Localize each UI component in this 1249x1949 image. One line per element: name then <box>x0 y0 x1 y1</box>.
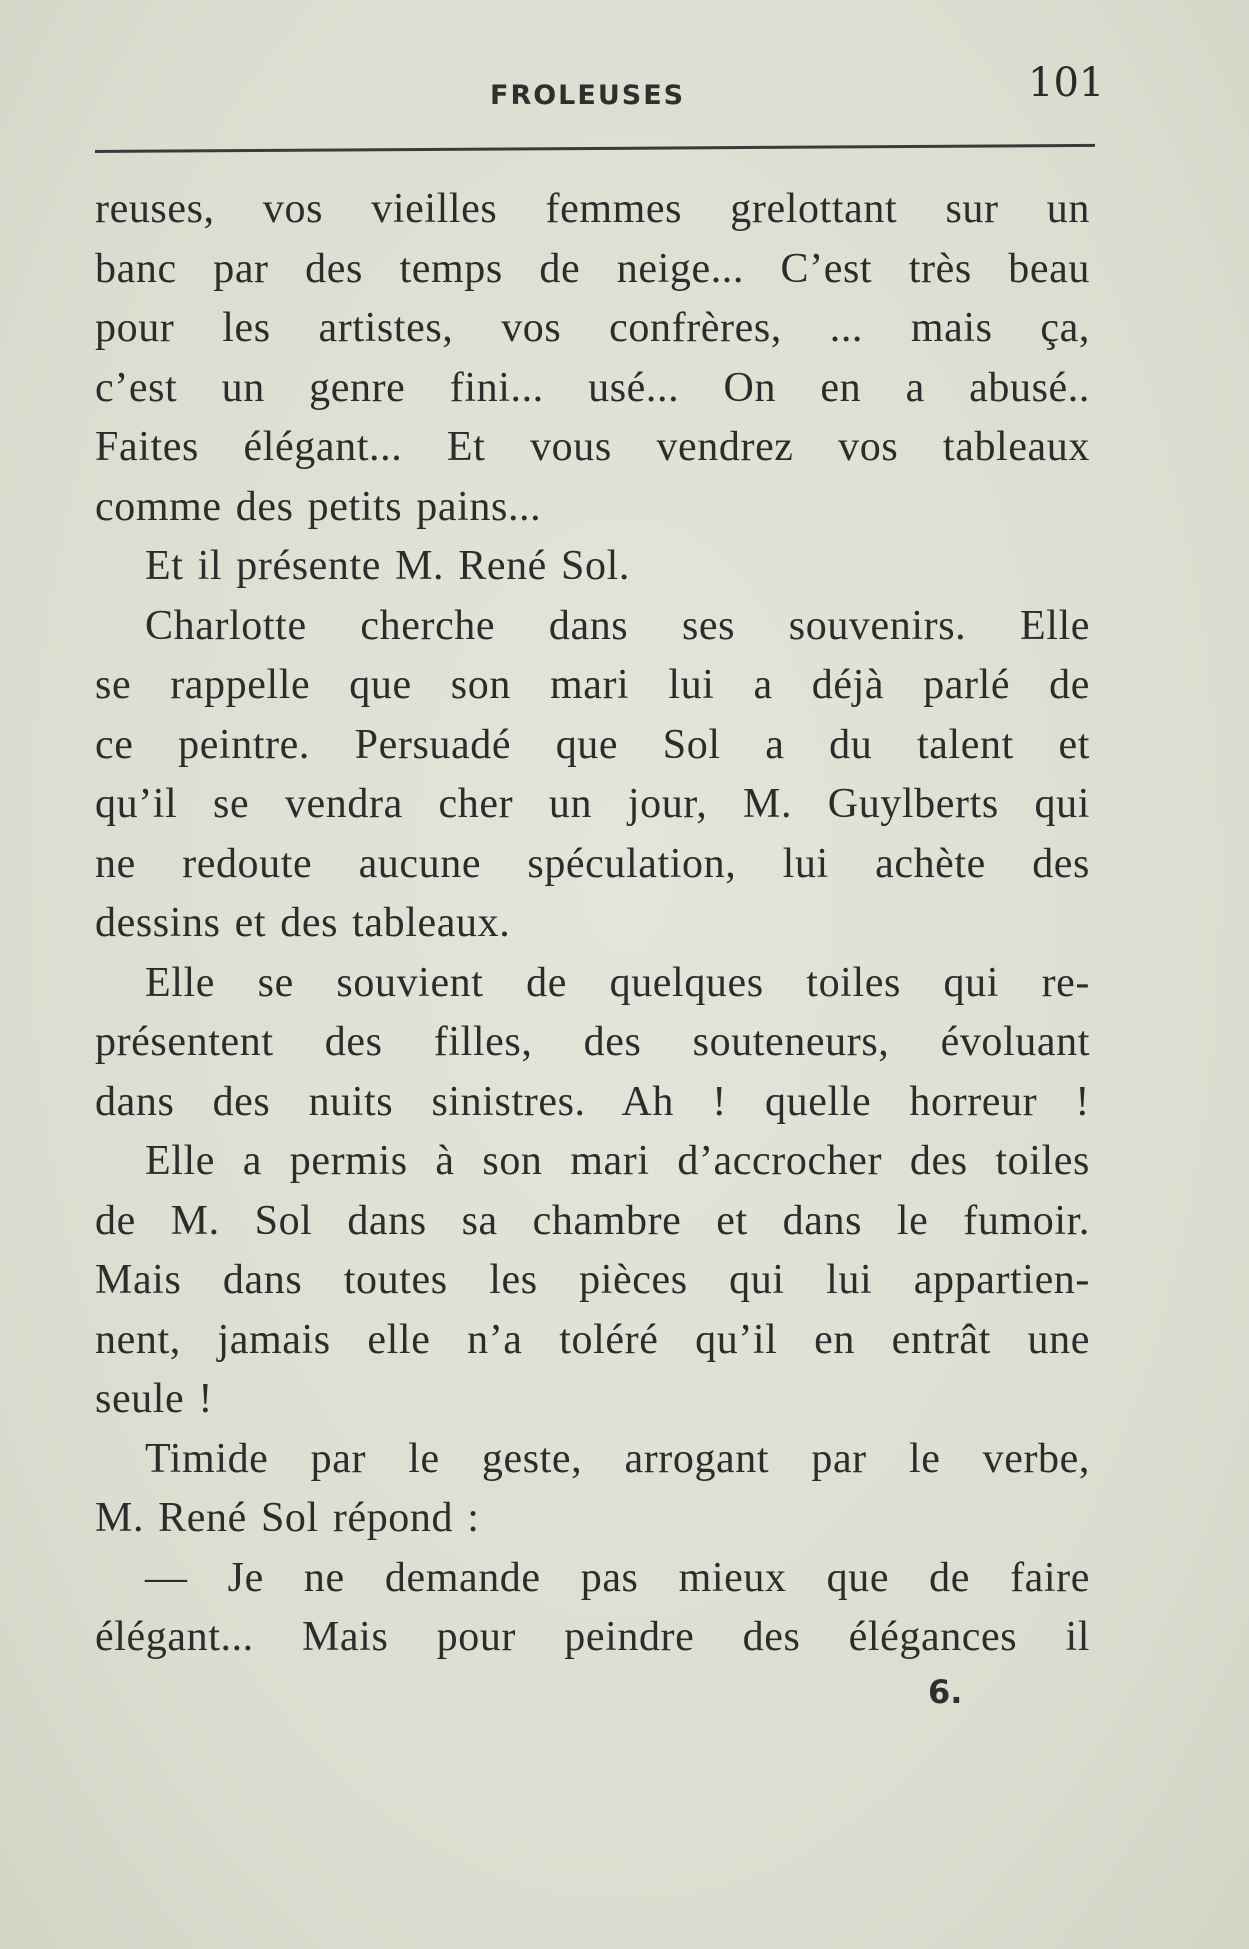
text-line: se rappelle que son mari lui a déjà parlé de <box>95 662 1090 708</box>
running-title: FROLEUSES <box>490 80 686 111</box>
text-line: Mais dans toutes les pièces qui lui appartien- <box>95 1257 1090 1303</box>
text-line: présentent des filles, des souteneurs, évoluant <box>95 1019 1090 1065</box>
text-line: banc par des temps de neige... C’est très beau <box>95 245 1090 292</box>
text-line: dessins et des tableaux. <box>95 900 511 946</box>
text-line: de M. Sol dans sa chambre et dans le fumoir. <box>95 1197 1090 1244</box>
text-line: Timide par le geste, arrogant par le verbe, <box>145 1435 1090 1482</box>
text-line: comme des petits pains... <box>95 483 542 530</box>
text-line: seule ! <box>95 1376 213 1422</box>
page-number: 101 <box>1028 60 1105 106</box>
text-line: Elle se souvient de quelques toiles qui re- <box>145 959 1090 1006</box>
text-line: ne redoute aucune spéculation, lui achète des <box>95 840 1090 887</box>
text-line: Et il présente M. René Sol. <box>145 543 630 589</box>
signature-mark: 6. <box>928 1673 963 1711</box>
header-rule <box>95 144 1095 153</box>
text-line: c’est un genre fini... usé... On en a abusé.. <box>95 364 1090 411</box>
body-text <box>95 180 1090 1668</box>
text-line: pour les artistes, vos confrères, ... mais ça, <box>95 305 1090 351</box>
text-line: élégant... Mais pour peindre des élégances il <box>95 1614 1090 1660</box>
text-line: — Je ne demande pas mieux que de faire <box>145 1554 1090 1601</box>
text-line: Faites élégant... Et vous vendrez vos tableaux <box>95 424 1090 470</box>
page-header <box>95 58 1105 118</box>
text-line: nent, jamais elle n’a toléré qu’il en entrât une <box>95 1316 1090 1363</box>
text-line: dans des nuits sinistres. Ah ! quelle horreur ! <box>95 1078 1090 1125</box>
text-line: reuses, vos vieilles femmes grelottant sur un <box>95 186 1090 232</box>
text-line: qu’il se vendra cher un jour, M. Guylberts qui <box>95 781 1090 827</box>
text-line: ce peintre. Persuadé que Sol a du talent et <box>95 721 1090 768</box>
text-line: Charlotte cherche dans ses souvenirs. Elle <box>145 602 1090 649</box>
text-line: Elle a permis à son mari d’accrocher des toiles <box>145 1138 1090 1184</box>
text-line: M. René Sol répond : <box>95 1495 480 1541</box>
